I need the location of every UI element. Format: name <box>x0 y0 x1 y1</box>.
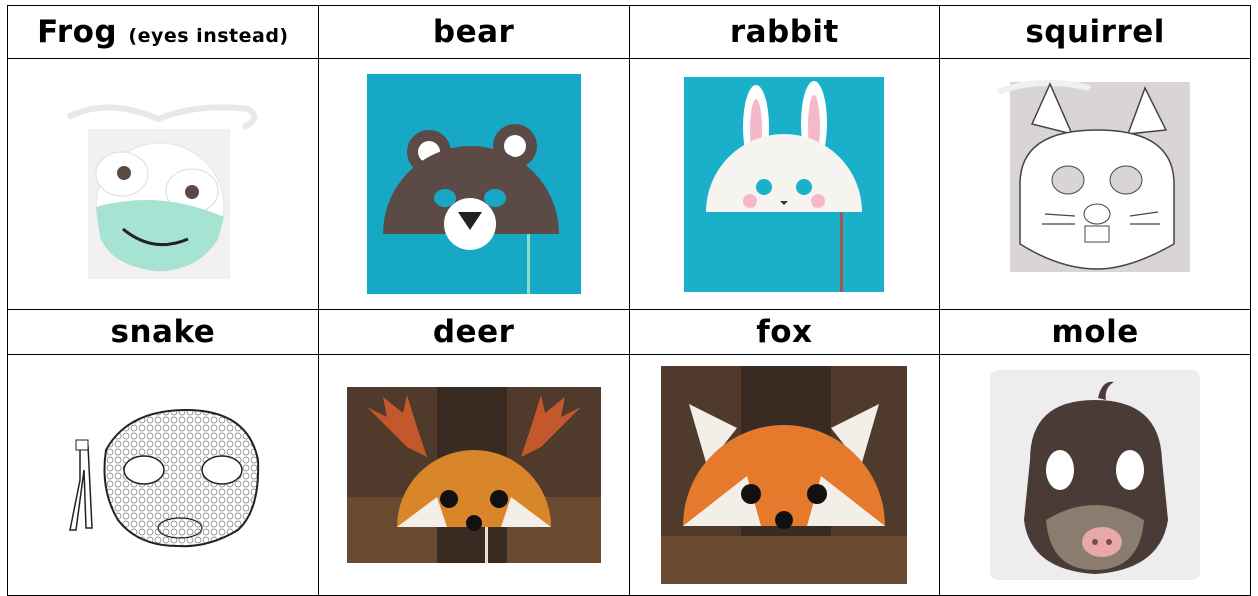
label-bear: bear <box>432 14 515 50</box>
image-cell-squirrel <box>940 59 1251 310</box>
animal-mask-table <box>7 5 1251 596</box>
image-cell-frog <box>8 59 319 310</box>
label-frog-note: (eyes instead) <box>128 25 289 47</box>
label-deer: deer <box>432 314 515 350</box>
label-frog: Frog (eyes instead) <box>37 14 289 50</box>
image-cell-bear <box>318 59 629 310</box>
label-mole: mole <box>1051 314 1139 350</box>
header-cell-bear <box>318 6 629 59</box>
snake-mask-image <box>58 400 268 550</box>
rabbit-mask-image <box>684 77 884 292</box>
mole-mask-image <box>990 370 1200 580</box>
header-cell-fox <box>629 310 940 355</box>
header-cell-squirrel <box>940 6 1251 59</box>
header-cell-rabbit <box>629 6 940 59</box>
bear-mask-image <box>367 74 581 294</box>
deer-mask-image <box>347 387 601 563</box>
frog-mask-image <box>48 89 278 279</box>
image-cell-rabbit <box>629 59 940 310</box>
squirrel-mask-image <box>980 74 1210 294</box>
header-cell-snake <box>8 310 319 355</box>
image-cell-snake <box>8 355 319 596</box>
header-cell-deer <box>318 310 629 355</box>
label-squirrel: squirrel <box>1025 14 1165 50</box>
label-rabbit: rabbit <box>729 14 839 50</box>
label-fox: fox <box>756 314 813 350</box>
fox-mask-image <box>661 366 907 584</box>
image-cell-fox <box>629 355 940 596</box>
header-cell-mole <box>940 310 1251 355</box>
image-cell-mole <box>940 355 1251 596</box>
header-cell-frog <box>8 6 319 59</box>
label-snake: snake <box>110 314 216 350</box>
image-cell-deer <box>318 355 629 596</box>
